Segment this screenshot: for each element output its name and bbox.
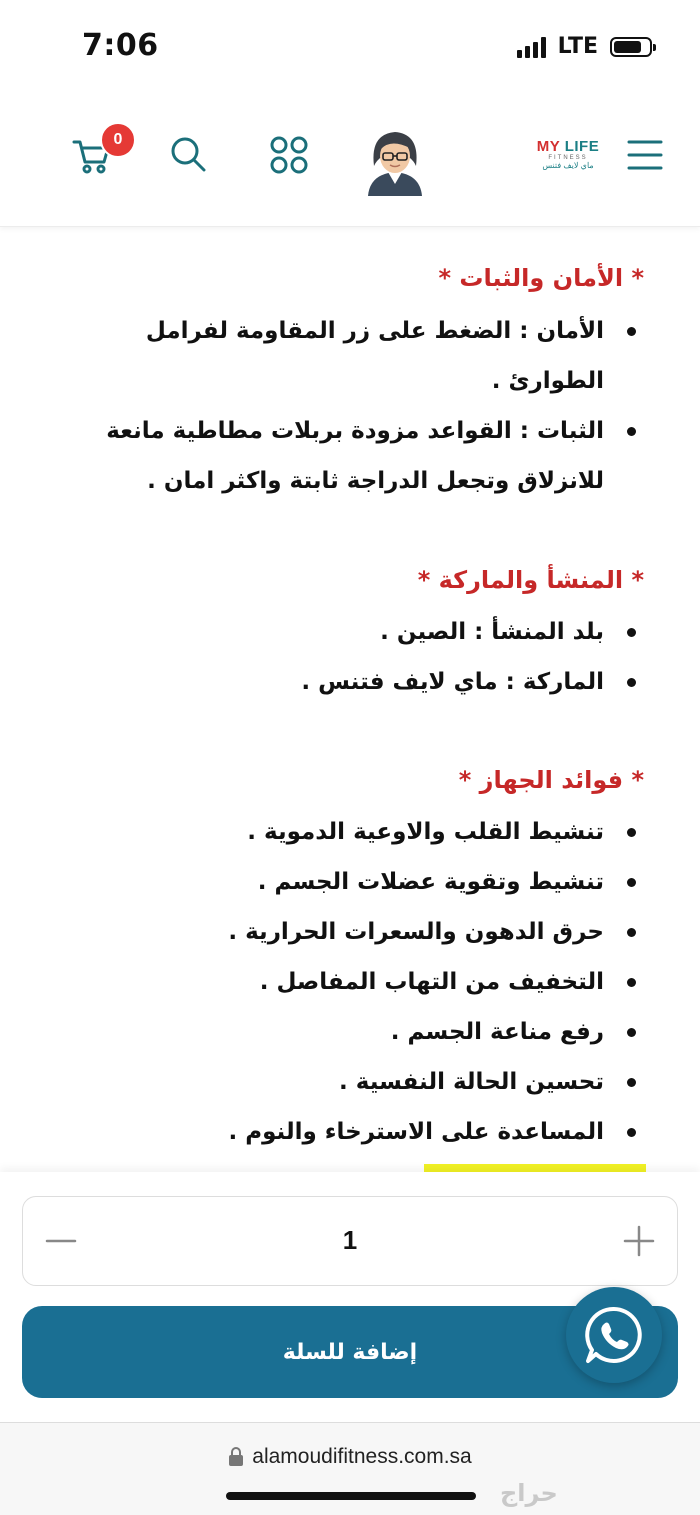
logo-wordmark: MY LIFE [536, 138, 600, 155]
list-item: التخفيف من التهاب المفاصل . [84, 957, 604, 1007]
section-title-safety: * الأمان والثبات * [438, 264, 644, 292]
address-bar[interactable] [0, 1445, 700, 1469]
network-type: LTE [557, 34, 598, 59]
list-item: رفع مناعة الجسم . [84, 1007, 604, 1057]
section-title-benefits: * فوائد الجهاز * [458, 766, 644, 794]
plus-icon [619, 1221, 659, 1261]
logo-arabic: ماي لايف فتنس [542, 161, 594, 170]
site-logo[interactable] [528, 138, 608, 182]
list-item: تنشيط القلب والاوعية الدموية . [84, 807, 604, 857]
list-item: تحسين الحالة النفسية . [84, 1057, 604, 1107]
battery-icon [610, 37, 652, 57]
add-to-cart-button[interactable]: إضافة للسلة [22, 1306, 678, 1398]
list-item: بلد المنشأ : الصين . [84, 607, 604, 657]
watermark: حراج [500, 1479, 558, 1507]
browser-bar [0, 1422, 700, 1515]
user-avatar[interactable] [360, 126, 430, 196]
battery-fill [614, 41, 641, 53]
avatar-icon [360, 126, 430, 196]
url-text: alamoudifitness.com.sa [252, 1445, 472, 1468]
lock-icon [228, 1447, 244, 1467]
list-item: تنشيط وتقوية عضلات الجسم . [84, 857, 604, 907]
search-icon [170, 136, 206, 172]
status-bar [0, 0, 700, 90]
cart-count-badge: 0 [100, 122, 136, 158]
status-time: 7:06 [82, 28, 159, 63]
search-button[interactable] [166, 132, 210, 176]
quantity-value[interactable]: 1 [342, 1225, 358, 1255]
whatsapp-button[interactable] [566, 1287, 662, 1383]
whatsapp-icon [583, 1304, 645, 1366]
section-title-origin: * المنشأ والماركة * [417, 566, 644, 594]
logo-subtitle: FITNESS [548, 155, 588, 161]
list-item: الماركة : ماي لايف فتنس . [84, 657, 604, 707]
signal-icon [517, 36, 546, 58]
list-item: حرق الدهون والسعرات الحرارية . [84, 907, 604, 957]
quantity-stepper [22, 1196, 678, 1286]
categories-button[interactable] [266, 132, 312, 178]
list-item: الأمان : الضغط على زر المقاومة لفرامل الطوارئ . [84, 306, 604, 406]
hamburger-icon [627, 139, 663, 171]
list-item: الثبات : القواعد مزودة بربلات مطاطية مانعة للانزلاق وتجعل الدراجة ثابتة واكثر امان . [84, 406, 604, 506]
status-indicators [517, 34, 652, 59]
increase-quantity-button[interactable] [619, 1221, 659, 1261]
list-item: المساعدة على الاسترخاء والنوم . [84, 1107, 604, 1157]
grid-icon [270, 136, 308, 174]
home-indicator[interactable] [226, 1492, 476, 1500]
menu-button[interactable] [622, 132, 668, 178]
